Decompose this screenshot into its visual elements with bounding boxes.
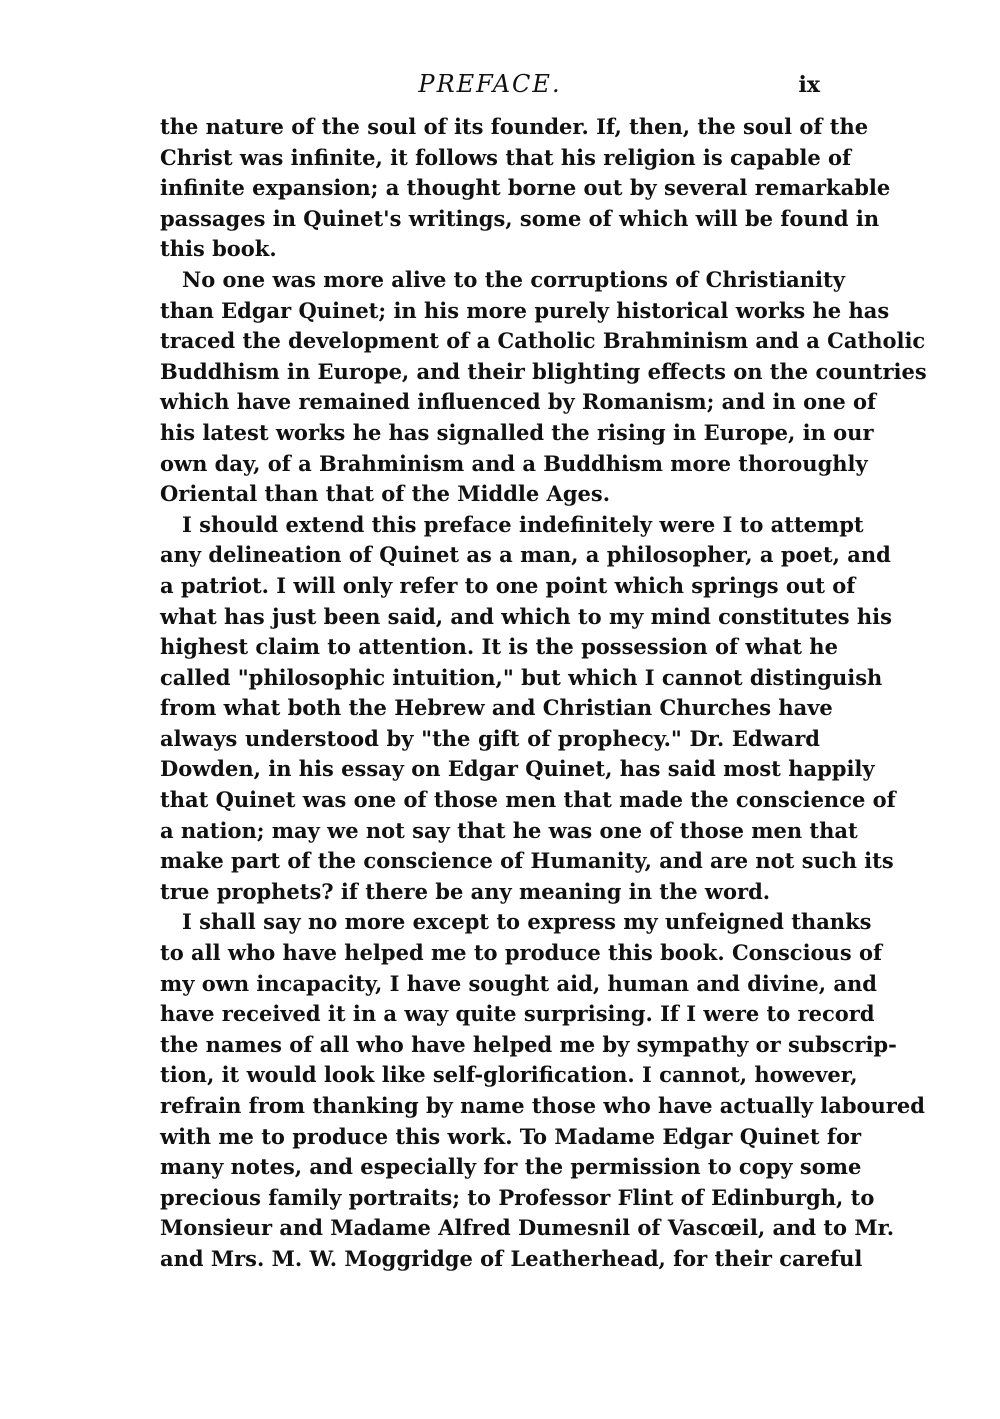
- text-line: the nature of the soul of its founder. If, then, the soul of the: [160, 114, 869, 139]
- paragraph: [160, 265, 927, 510]
- text-line: many notes, and especially for the permission to copy some: [160, 1154, 862, 1180]
- text-line: my own incapacity, I have sought aid, human and divine, and: [160, 970, 877, 996]
- text-line: called "philosophic intuition," but which I cannot distinguish: [160, 664, 883, 690]
- page-header: [160, 64, 820, 104]
- text-line: Dowden, in his essay on Edgar Quinet, has said most happily: [160, 756, 875, 782]
- text-line: a nation; may we not say that he was one of those men that: [160, 817, 858, 843]
- text-line: this book.: [160, 236, 277, 262]
- text-line: I shall say no more except to express my unfeigned thanks: [182, 909, 872, 935]
- text-line: that Quinet was one of those men that made the conscience of: [160, 787, 896, 813]
- text-line: and Mrs. M. W. Moggridge of Leatherhead, for their careful: [160, 1245, 863, 1271]
- text-line: a patriot. I will only refer to one point which springs out of: [160, 572, 856, 598]
- text-line: precious family portraits; to Professor Flint of Edinburgh, to: [160, 1184, 875, 1210]
- text-line: tion, it would look like self-glorification. I cannot, however,: [160, 1062, 858, 1088]
- text-line: passages in Quinet's writings, some of which will be found in: [160, 205, 880, 231]
- paragraph: [160, 907, 925, 1274]
- text-line: refrain from thanking by name those who have actually laboured: [160, 1093, 925, 1118]
- body-text: [160, 112, 927, 1275]
- text-line: Buddhism in Europe, and their blighting effects on the countries: [160, 358, 927, 384]
- text-line: to all who have helped me to produce this book. Conscious of: [160, 940, 882, 966]
- text-line: true prophets? if there be any meaning in the word.: [160, 878, 771, 904]
- text-line: own day, of a Brahminism and a Buddhism more thoroughly: [160, 450, 868, 476]
- text-line: what has just been said, and which to my mind constitutes his: [160, 603, 892, 629]
- text-line: make part of the conscience of Humanity, and are not such its: [160, 848, 894, 874]
- text-line: from what both the Hebrew and Christian Churches have: [160, 695, 833, 721]
- text-line: No one was more alive to the corruptions of Christianity: [182, 266, 845, 292]
- text-line: Christ was infinite, it follows that his religion is capable of: [160, 144, 852, 170]
- paragraph: [160, 510, 896, 908]
- text-line: always understood by "the gift of prophecy." Dr. Edward: [160, 725, 820, 751]
- text-line: Monsieur and Madame Alfred Dumesnil of Vascœil, and to Mr.: [160, 1215, 895, 1241]
- paragraph: [160, 112, 891, 265]
- text-line: highest claim to attention. It is the possession of what he: [160, 634, 838, 660]
- text-line: with me to produce this work. To Madame Edgar Quinet for: [160, 1123, 862, 1149]
- text-line: I should extend this preface indefinitely were I to attempt: [182, 511, 864, 537]
- running-title: PREFACE.: [418, 70, 562, 98]
- page-number: ix: [798, 72, 820, 98]
- text-line: the names of all who have helped me by sympathy or subscrip-: [160, 1031, 897, 1057]
- text-line: which have remained influenced by Romanism; and in one of: [160, 389, 877, 415]
- text-line: infinite expansion; a thought borne out by several remarkable: [160, 175, 891, 201]
- text-line: his latest works he has signalled the rising in Europe, in our: [160, 419, 874, 445]
- text-line: than Edgar Quinet; in his more purely historical works he has: [160, 297, 890, 323]
- text-line: have received it in a way quite surprising. If I were to record: [160, 1001, 875, 1027]
- text-line: Oriental than that of the Middle Ages.: [160, 481, 611, 507]
- text-line: any delineation of Quinet as a man, a philosopher, a poet, and: [160, 542, 891, 568]
- text-line: traced the development of a Catholic Brahminism and a Catholic: [160, 328, 926, 354]
